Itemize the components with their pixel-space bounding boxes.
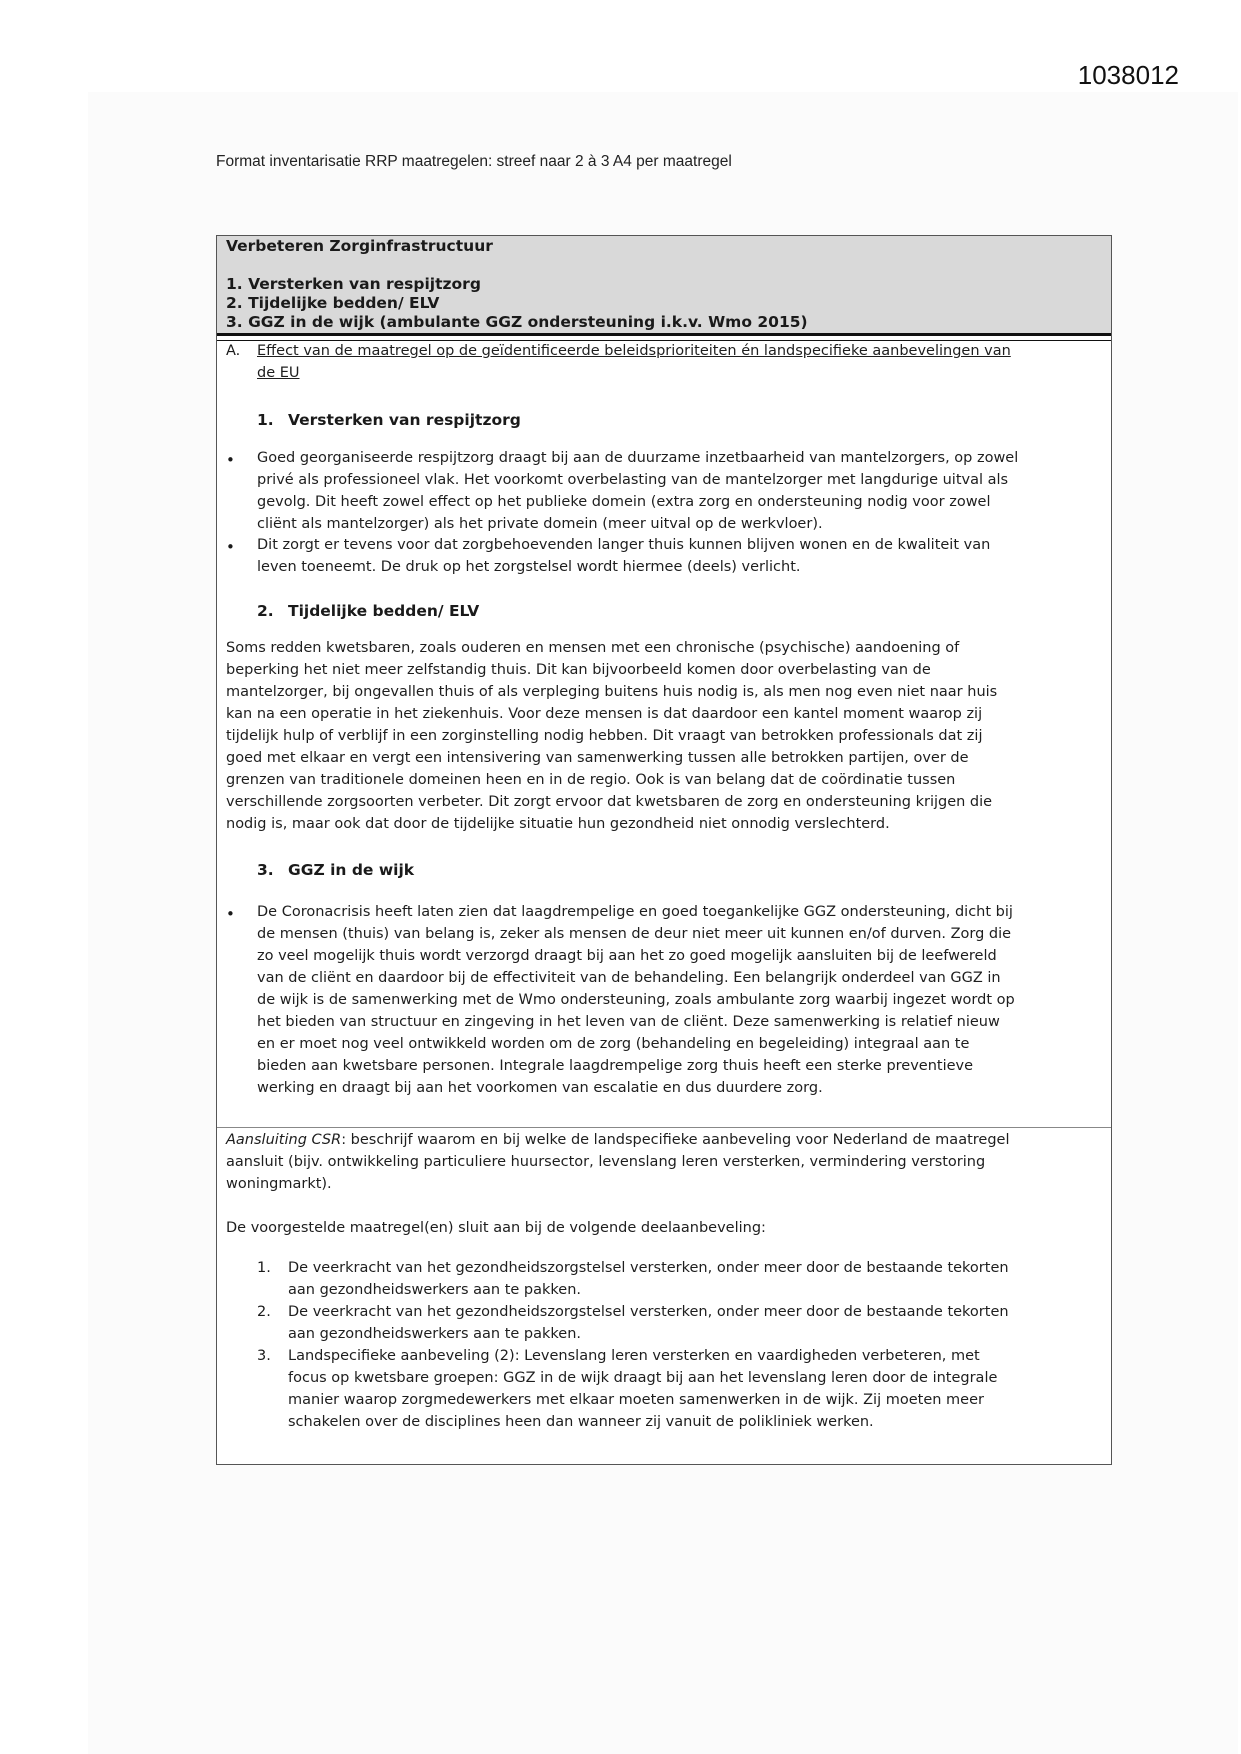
format-note: Format inventarisatie RRP maatregelen: streef naar 2 à 3 A4 per maatregel	[216, 153, 732, 170]
list-item-line: De veerkracht van het gezondheidszorgstelsel versterken, onder meer door de bestaande tekorten	[288, 1260, 1009, 1276]
header-item: 3. GGZ in de wijk (ambulante GGZ ondersteuning i.k.v. Wmo 2015)	[226, 313, 808, 331]
table-header	[217, 236, 1111, 334]
bullet: •	[226, 905, 235, 923]
csr-label: Aansluiting CSR	[226, 1132, 342, 1148]
document-number: 1038012	[1077, 60, 1179, 90]
divider	[217, 1127, 1111, 1128]
sub1-number: 1.	[257, 411, 274, 429]
paragraph-line: nodig is, maar ook dat door de tijdelijke situatie hun gezondheid niet onnodig verslechterd.	[226, 816, 890, 832]
paragraph-line: woningmarkt).	[226, 1176, 332, 1192]
paragraph-line: gevolg. Dit heeft zowel effect op het publieke domein (extra zorg en ondersteuning nodig voor zowel	[257, 494, 991, 510]
paragraph-line: verschillende zorgsoorten verbeter. Dit zorgt ervoor dat kwetsbaren de zorg en ondersteuning krijgen die	[226, 794, 993, 810]
paragraph-line: mantelzorger, bij ongevallen thuis of als verpleging buitens huis nodig is, als men nog even niet naar huis	[226, 684, 998, 700]
paragraph-line: bieden aan kwetsbare personen. Integrale laagdrempelige zorg thuis heeft een sterke preventieve	[257, 1058, 974, 1074]
measure-table	[216, 235, 1112, 1465]
list-item-line: aan gezondheidswerkers aan te pakken.	[288, 1326, 582, 1342]
paragraph-line: het bieden van structuur en zingeving in het leven van de cliënt. Deze samenwerking is relatief nieuw	[257, 1014, 1000, 1030]
paragraph-line: van de cliënt en daardoor bij de effectiviteit van de behandeling. Een belangrijk onderdeel van GGZ in	[257, 970, 1001, 986]
sub3-number: 3.	[257, 861, 274, 879]
sub2-number: 2.	[257, 602, 274, 620]
sub2-title: Tijdelijke bedden/ ELV	[288, 602, 480, 620]
divider	[217, 333, 1111, 336]
list-number: 3.	[257, 1348, 271, 1364]
list-item-line: aan gezondheidswerkers aan te pakken.	[288, 1282, 582, 1298]
paragraph-line: leven toeneemt. De druk op het zorgstelsel wordt hiermee (deels) verlicht.	[257, 559, 801, 575]
sub3-title: GGZ in de wijk	[288, 861, 415, 879]
list-item-line: manier waarop zorgmedewerkers met elkaar moeten samenwerken in de wijk. Zij moeten meer	[288, 1392, 984, 1408]
header-item: 2. Tijdelijke bedden/ ELV	[226, 294, 440, 312]
paragraph-line: werking en draagt bij aan het voorkomen van escalatie en dus duurdere zorg.	[257, 1080, 823, 1096]
section-a-title: Effect van de maatregel op de geïdentificeerde beleidsprioriteiten én landspecifieke aanbevelingen van	[257, 343, 1011, 359]
paragraph-line: aansluit (bijv. ontwikkeling particuliere huursector, levenslang leren versterken, vermindering verstoring	[226, 1154, 986, 1170]
csr-first-line	[226, 1129, 1009, 1151]
paragraph-line: en er moet nog veel ontwikkeld worden om de zorg (behandeling en begeleiding) integraal aan te	[257, 1036, 970, 1052]
list-item-line: focus op kwetsbare groepen: GGZ in de wijk draagt bij aan het levenslang leren door de integrale	[288, 1370, 998, 1386]
paragraph-line: privé als professioneel vlak. Het voorkomt overbelasting van de mantelzorger met langdurige uitval als	[257, 472, 1009, 488]
paragraph-line: goed met elkaar en vergt een intensivering van samenwerking tussen alle betrokken partijen, over de	[226, 750, 969, 766]
paragraph-line: Dit zorgt er tevens voor dat zorgbehoevenden langer thuis kunnen blijven wonen en de kwaliteit van	[257, 537, 991, 553]
csr-line-rest: : beschrijf waarom en bij welke de landspecifieke aanbeveling voor Nederland de maatregel	[341, 1132, 1010, 1148]
list-number: 2.	[257, 1304, 271, 1320]
list-item-line: schakelen over de disciplines heen dan wanneer zij vanuit de polikliniek werken.	[288, 1414, 874, 1430]
paragraph-line: cliënt als mantelzorger) als het private domein (meer uitval op de werkvloer).	[257, 516, 823, 532]
paragraph-line: tijdelijk hulp of verblijf in een zorginstelling nodig hebben. Dit vraagt van betrokken professionals dat zij	[226, 728, 983, 744]
header-title: Verbeteren Zorginfrastructuur	[226, 237, 493, 255]
bullet: •	[226, 451, 235, 469]
paragraph-line: beperking het niet meer zelfstandig thuis. Dit kan bijvoorbeeld komen door overbelasting van de	[226, 662, 931, 678]
paragraph-line: de mensen (thuis) van belang is, zeker als mensen de deur niet meer uit kunnen en/of durven. Zorg die	[257, 926, 1012, 942]
paragraph-line: de wijk is de samenwerking met de Wmo ondersteuning, zoals ambulante zorg waarbij ingezet wordt op	[257, 992, 1015, 1008]
sub1-title: Versterken van respijtzorg	[288, 411, 521, 429]
paragraph-line: zo veel mogelijk thuis wordt verzorgd draagt bij aan het zo goed mogelijk aansluiten bij de leefwereld	[257, 948, 997, 964]
list-number: 1.	[257, 1260, 271, 1276]
section-a-title: de EU	[257, 365, 300, 381]
paragraph-line: Goed georganiseerde respijtzorg draagt bij aan de duurzame inzetbaarheid van mantelzorgers, op zowel	[257, 450, 1019, 466]
paragraph-line: kan na een operatie in het ziekenhuis. Voor deze mensen is dat daardoor een kantel moment waarop zij	[226, 706, 983, 722]
header-item: 1. Versterken van respijtzorg	[226, 275, 481, 293]
paragraph-line: grenzen van traditionele domeinen heen en in de regio. Ook is van belang dat de coördinatie tussen	[226, 772, 956, 788]
paragraph-line: De Coronacrisis heeft laten zien dat laagdrempelige en goed toegankelijke GGZ ondersteuning, dicht bij	[257, 904, 1013, 920]
bullet: •	[226, 538, 235, 556]
paragraph-line: Soms redden kwetsbaren, zoals ouderen en mensen met een chronische (psychische) aandoening of	[226, 640, 960, 656]
list-item-line: De veerkracht van het gezondheidszorgstelsel versterken, onder meer door de bestaande tekorten	[288, 1304, 1009, 1320]
csr-intro: De voorgestelde maatregel(en) sluit aan bij de volgende deelaanbeveling:	[226, 1220, 766, 1236]
section-marker: A.	[226, 343, 241, 359]
list-item-line: Landspecifieke aanbeveling (2): Levenslang leren versterken en vaardigheden verbeteren, met	[288, 1348, 980, 1364]
